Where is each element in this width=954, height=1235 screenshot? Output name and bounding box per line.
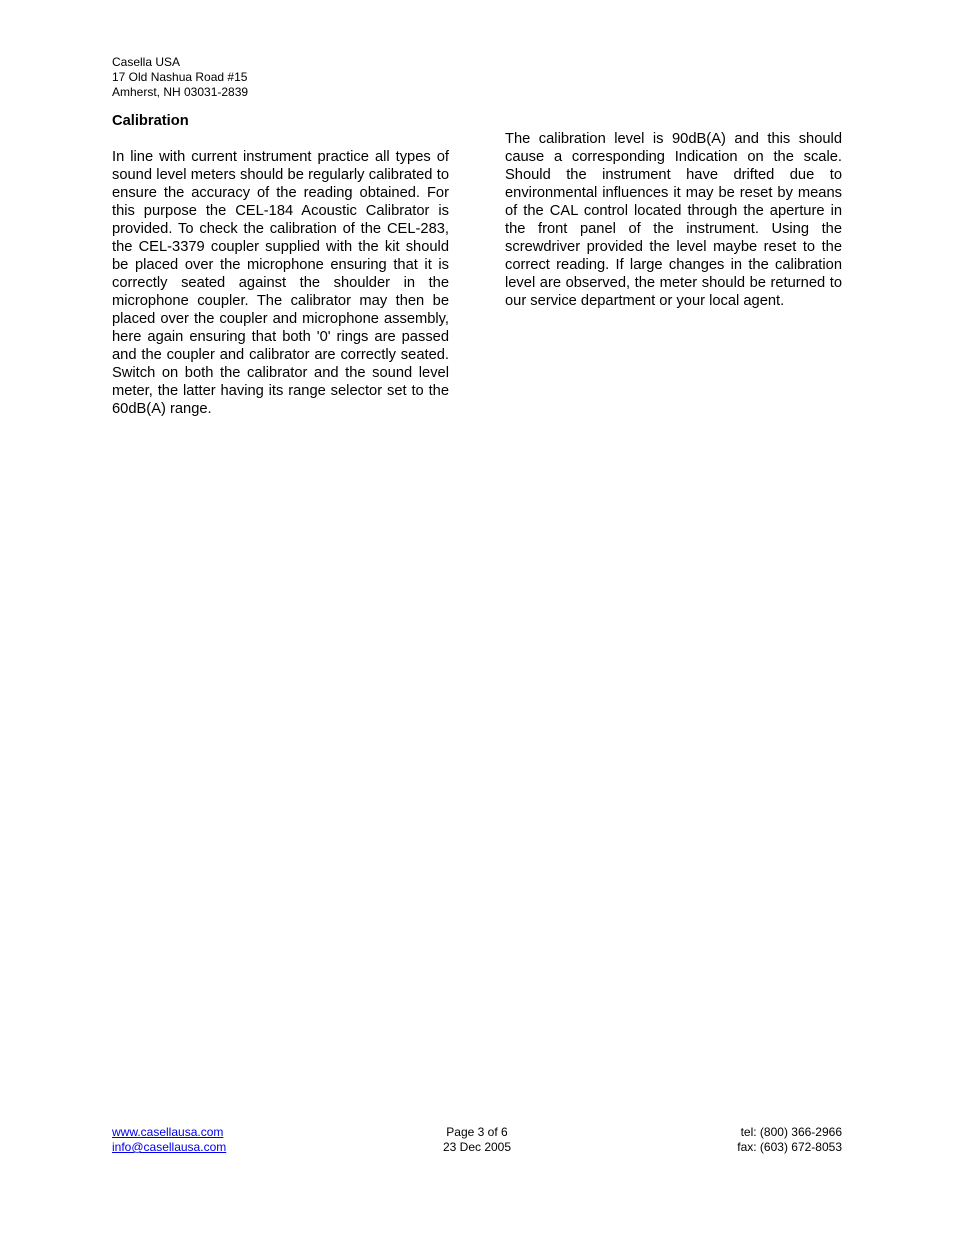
section-title: Calibration <box>112 113 189 129</box>
document-date: 23 Dec 2005 <box>442 1140 512 1154</box>
page-number: Page 3 of 6 <box>446 1125 508 1139</box>
calibration-paragraph-1: In line with current instrument practice all types of sound level meters should be regularly calibrated to ensure the accuracy of the reading obtained. For this purpose the CEL-184 Acoustic Calibrator is provided. To check the calibration of the CEL-283, the CEL-3379 coupler supplied with the kit should be placed over the microphone ensuring that it is correctly seated against the shoulder in the microphone coupler. The calibrator may then be placed over the coupler and microphone assembly, here again ensuring that both '0' rings are passed and the coupler and calibrator are correctly seated. Switch on both the calibrator and the sound level meter, the latter having its range selector set to the 60dB(A) range. <box>112 149 449 417</box>
telephone: tel: (800) 366-2966 <box>740 1125 842 1139</box>
company-street: 17 Old Nashua Road #15 <box>112 70 248 84</box>
company-name: Casella USA <box>112 55 181 69</box>
company-city: Amherst, NH 03031-2839 <box>112 85 249 99</box>
calibration-paragraph-2: The calibration level is 90dB(A) and this should cause a corresponding Indication on the scale. Should the instrument have drifted due to environmental influences it may be reset by means of the CAL control located through the aperture in the front panel of the instrument. Using the screwdriver provided the level maybe reset to the correct reading. If large changes in the calibration level are observed, the meter should be returned to our service department or your local agent. <box>505 131 842 309</box>
left-column <box>112 112 449 418</box>
footer-contact <box>737 1125 842 1155</box>
website-link[interactable]: www.casellausa.com <box>112 1125 224 1139</box>
company-address <box>112 55 248 100</box>
footer-page-info <box>377 1125 577 1155</box>
email-link[interactable]: info@casellausa.com <box>112 1140 227 1154</box>
footer-links <box>112 1125 226 1155</box>
fax: fax: (603) 672-8053 <box>737 1140 842 1154</box>
right-column <box>505 130 842 310</box>
